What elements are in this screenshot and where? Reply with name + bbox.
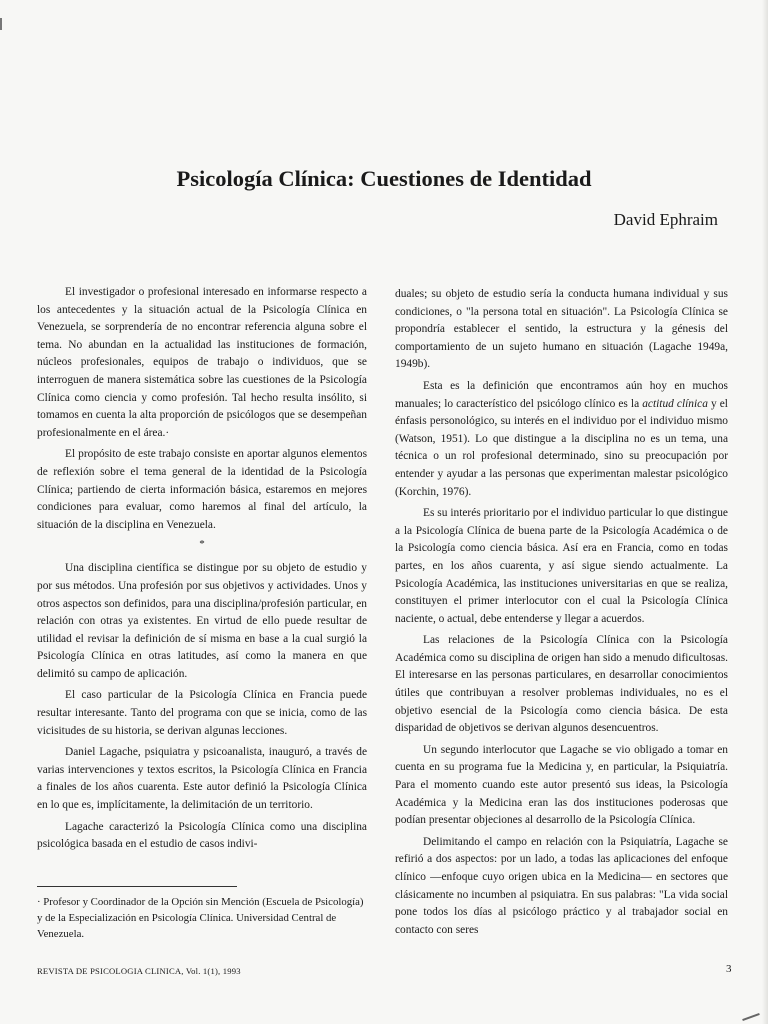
paragraph: El investigador o profesional interesado en informarse respecto a los antecedentes y la situación actual de la Psicología Clínica en Venezuela, se sorprendería de no encontrar referencia alguna sobre el tema. No abundan en la actualidad las instituciones de formación, núcleos profesionales, equipos de trabajo o individuos, que se interroguen de manera sistemática sobre las cuestiones de la Psicología Clínica como ciencia y como profesión. Tal hecho resulta insólito, si tomamos en cuenta la alta proporción de psicólogos que se desempeñan profesionalmente en el área.· bbox=[37, 286, 367, 439]
paragraph-text: Esta es la definición que encontramos aún hoy en muchos manuales; lo característico del psicólogo clínico es la bbox=[395, 379, 728, 410]
page-number: 3 bbox=[726, 963, 732, 975]
paragraph-text: y el énfasis personológico, su interés en el individuo por el individuo mismo (Watson, 1951). Lo que distingue a la disciplina no es un tema, una técnica o un rol profesional determinado, sino su preocupación por entender y ayudar a las personas que experimentan malestar psicológico (Korchin, 1976). bbox=[395, 397, 728, 498]
page-edge-shadow bbox=[762, 0, 768, 1024]
emphasized-term: actitud clínica bbox=[642, 397, 708, 410]
article-title: Psicología Clínica: Cuestiones de Identidad bbox=[176, 166, 592, 191]
journal-footer: REVISTA DE PSICOLOGIA CLINICA, Vol. 1(1), 1993 bbox=[37, 966, 241, 976]
footnote: · Profesor y Coordinador de la Opción sin Mención (Escuela de Psicología) y de la Especialización en Psicología Clínica. Universidad Central de Venezuela. bbox=[37, 896, 364, 940]
scan-mark bbox=[0, 18, 2, 30]
left-column bbox=[37, 284, 367, 854]
right-column bbox=[395, 286, 728, 939]
paragraph: El propósito de este trabajo consiste en aportar algunos elementos de reflexión sobre el tema general de la identidad de la Psicología Clínica; partiendo de cierta información básica, estaremos en mejores condiciones para evaluar, como haremos al final del artículo, la situación de la disciplina en Venezuela. bbox=[37, 448, 367, 531]
paragraph: Un segundo interlocutor que Lagache se vio obligado a tomar en cuenta en su programa fue la Medicina y, en particular, la Psiquiatría. Para el momento cuando este autor presentó sus ideas, la Psicología Académica y la Medicina eran las dos instituciones poderosas que podían presentar objeciones al desarrollo de la Psicología Clínica. bbox=[395, 743, 728, 827]
paragraph: Es su interés prioritario por el individuo particular lo que distingue a la Psicología Clínica de buena parte de la Psicología Académica o de la Psicología como ciencia básica. Así era en Francia, como en todas partes, en los años cuarenta, y así sigue siendo actualmente. La Psicología Académica, las instituciones universitarias en que se realiza, constituyen el primer interlocutor con el cual la Psicología Clínica naciente, o actual, debe entenderse y llegar a acuerdos. bbox=[395, 507, 728, 625]
paragraph: El caso particular de la Psicología Clínica en Francia puede resultar interesante. Tanto del programa con que se inicia, como de las vicisitudes de su historia, se derivan algunas lecciones. bbox=[37, 689, 367, 737]
paragraph: duales; su objeto de estudio sería la conducta humana individual y sus condiciones, o "la persona total en situación". La Psicología Clínica se propondría establecer el sentido, la estructura y la génesis del comportamiento de un sujeto humano en situación (Lagache 1949a, 1949b). bbox=[395, 288, 728, 371]
paragraph: Una disciplina científica se distingue por su objeto de estudio y por sus métodos. Una profesión por sus objetivos y actividades. Unos y otros aspectos son definidos, para una disciplina/profesión particular, en relación con otras ya existentes. En virtud de ello puede resultar de utilidad el revisar la definición de sí misma en base a la cual surgió la Psicología Clínica en otras latitudes, así como la manera en que delimitó su campo de aplicación. bbox=[37, 562, 367, 680]
paragraph: Delimitando el campo en relación con la Psiquiatría, Lagache se refirió a dos aspectos: por un lado, a todas las aplicaciones del enfoque clínico —enfoque cuyo origen ubica en la Medicina— en sectores que clásicamente no incumben al psiquiatra. En sus palabras: "La vida social pone todos los días al psicólogo práctico y al trabajador social en contacto con seres bbox=[395, 835, 728, 936]
paragraph bbox=[395, 378, 728, 501]
paragraph: Daniel Lagache, psiquiatra y psicoanalista, inauguró, a través de varias intervenciones y textos escritos, la Psicología Clínica en Francia a finales de los años cuarenta. Este autor definió la Psicología Clínica en lo que es, implícitamente, la delimitación de un territorio. bbox=[37, 746, 367, 812]
paragraph: Lagache caracterizó la Psicología Clínica como una disciplina psicológica basada en el estudio de casos indivi- bbox=[37, 820, 367, 851]
scan-mark bbox=[742, 1013, 760, 1021]
author-name: David Ephraim bbox=[613, 210, 718, 229]
section-separator: * bbox=[199, 538, 205, 551]
paragraph: Las relaciones de la Psicología Clínica con la Psicología Académica como su disciplina de origen han sido a menudo dificultosas. El interesarse en las personas particulares, en desarrollar conocimientos útiles que contribuyan a resolver problemas individuales, no es el objetivo esencial de la Psicología como ciencia básica. De esta disparidad de objetivos se derivan algunos desencuentros. bbox=[395, 634, 728, 735]
footnote-divider bbox=[37, 886, 237, 887]
